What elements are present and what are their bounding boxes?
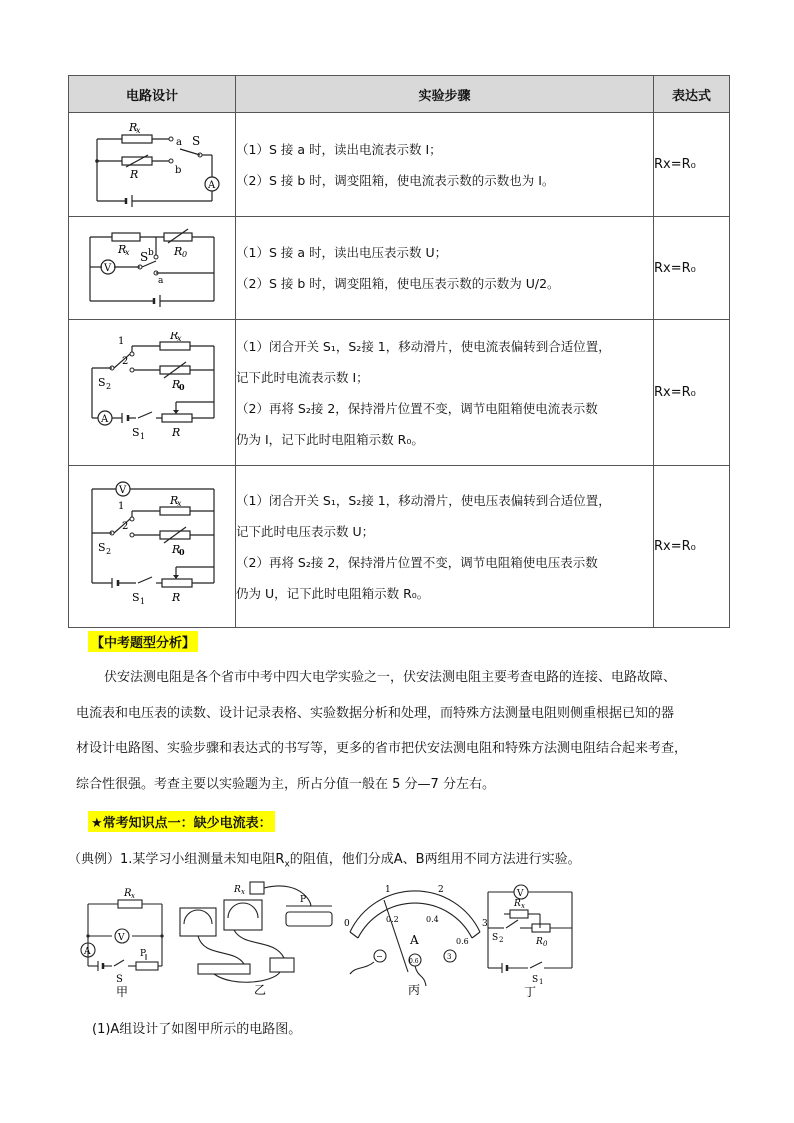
svg-text:S: S	[98, 540, 106, 554]
svg-text:1: 1	[118, 500, 125, 512]
svg-text:2: 2	[106, 546, 112, 556]
svg-text:R: R	[118, 243, 127, 256]
svg-text:a: a	[158, 276, 164, 286]
expression-1: Rx=R₀	[654, 113, 730, 217]
svg-text:V: V	[517, 889, 524, 899]
svg-text:1: 1	[140, 431, 146, 441]
svg-text:x: x	[177, 333, 182, 343]
svg-text:P: P	[300, 895, 307, 905]
svg-text:2: 2	[499, 936, 504, 944]
circuit-3-svg	[72, 332, 232, 450]
steps-1: （1）S 接 a 时，读出电流表示数 I； （2）S 接 b 时，调变阻箱，使电流表示数的示数也为 I。	[236, 113, 654, 217]
svg-text:R: R	[172, 377, 181, 391]
svg-text:0: 0	[179, 546, 185, 557]
svg-text:1: 1	[140, 596, 146, 606]
knowledge-point-tag: ★常考知识点一：缺少电流表：	[88, 811, 275, 832]
svg-text:R: R	[234, 885, 241, 895]
circuit-diagram-3	[69, 320, 236, 466]
svg-text:0: 0	[344, 919, 350, 929]
steps-2: （1）S 接 a 时，读出电压表示数 U； （2）S 接 b 时，调变阻箱，使电压表示数的示数为 U/2。	[236, 217, 654, 320]
label-s: S	[192, 133, 201, 148]
svg-text:0.4: 0.4	[426, 915, 439, 924]
expression-4: Rx=R₀	[654, 466, 730, 628]
svg-text:R: R	[514, 899, 521, 909]
ammeter-icon: A	[101, 413, 109, 425]
figure-label-bing: 丙	[408, 983, 421, 997]
svg-text:P: P	[140, 949, 147, 959]
voltmeter-icon: V	[104, 263, 112, 274]
circuit-2-svg	[72, 221, 232, 311]
table-row	[69, 320, 730, 466]
ammeter-icon: A	[208, 179, 216, 191]
svg-text:R: R	[170, 331, 179, 342]
svg-text:S: S	[116, 974, 123, 985]
svg-text:0.6: 0.6	[409, 958, 419, 965]
svg-text:S: S	[532, 975, 539, 985]
svg-text:1: 1	[539, 978, 544, 986]
svg-text:2: 2	[122, 355, 129, 367]
expression-3: Rx=R₀	[654, 320, 730, 466]
circuit-diagram-2	[69, 217, 236, 320]
circuit-1-svg	[72, 115, 232, 211]
svg-text:1: 1	[385, 885, 391, 895]
section-tag: 【中考题型分析】	[88, 631, 198, 652]
svg-text:x: x	[521, 902, 525, 910]
method-table	[68, 75, 730, 628]
svg-text:1: 1	[118, 335, 125, 347]
question-1: (1)A组设计了如图甲所示的电路图。	[92, 1022, 302, 1037]
svg-text:0: 0	[179, 381, 185, 392]
analysis-paragraph: 伏安法测电阻是各个省市中考中四大电学实验之一，伏安法测电阻主要考查电路的连接、电路故障、 电流表和电压表的读数、设计记录表格、实验数据分析和处理，而特殊方法测量电阻则侧重根据已知的器 材设计电路图、实验步骤和表达式的书写等，更多的省市把伏安法测电阻和特殊方法测电阻结合起来考查， 综合性很强。考查主要以实验题为主，所占分值一般在 5 分—7 分左右。	[76, 670, 688, 792]
header-expression: 表达式	[654, 76, 730, 113]
svg-text:x: x	[125, 248, 130, 257]
svg-text:x: x	[136, 125, 141, 135]
svg-text:R: R	[170, 493, 179, 507]
svg-text:2: 2	[438, 885, 444, 895]
svg-text:R: R	[172, 542, 181, 556]
header-steps: 实验步骤	[236, 76, 654, 113]
svg-text:0: 0	[543, 940, 548, 948]
svg-text:R: R	[124, 888, 132, 899]
svg-text:S: S	[492, 933, 499, 943]
circuit-diagram-4	[69, 466, 236, 628]
header-circuit: 电路设计	[69, 76, 236, 113]
steps-4: （1）闭合开关 S₁，S₂接 1，移动滑片，使电压表偏转到合适位置， 记下此时电压表示数 U； （2）再将 S₂接 2，保持滑片位置不变，调节电阻箱使电压表示数 仍为 U，记下此时电阻箱示数 R₀。	[236, 466, 654, 628]
svg-text:0.6: 0.6	[456, 937, 469, 946]
example-figures	[74, 878, 594, 1000]
svg-text:R: R	[172, 425, 181, 439]
svg-text:R: R	[536, 937, 543, 947]
svg-text:S: S	[132, 590, 140, 604]
svg-text:2: 2	[122, 520, 129, 532]
voltmeter-icon: V	[119, 484, 127, 496]
table-row	[69, 113, 730, 217]
svg-text:A: A	[84, 947, 91, 957]
svg-text:−: −	[376, 952, 383, 961]
svg-text:b: b	[175, 164, 182, 176]
svg-text:S: S	[98, 375, 106, 389]
figure-label-yi: 乙	[254, 983, 267, 997]
svg-text:x: x	[241, 888, 245, 896]
svg-text:0: 0	[182, 250, 188, 259]
svg-text:S: S	[132, 425, 140, 439]
example-question: （典例）1.某学习小组测量未知电阻$R_x$的阻值，他们分成A、B两组用不同方法进行实验。	[68, 852, 581, 870]
svg-text:0.2: 0.2	[386, 915, 399, 924]
table-row	[69, 466, 730, 628]
label-r: R	[130, 167, 139, 181]
figure-label-jia: 甲	[116, 985, 129, 999]
svg-text:A: A	[410, 933, 419, 947]
label-rx: R	[129, 120, 138, 134]
svg-text:R: R	[172, 590, 181, 604]
svg-text:V: V	[118, 933, 125, 943]
svg-text:b: b	[148, 248, 154, 258]
svg-text:S: S	[140, 250, 149, 264]
steps-3: （1）闭合开关 S₁，S₂接 1，移动滑片，使电流表偏转到合适位置， 记下此时电流表示数 I； （2）再将 S₂接 2，保持滑片位置不变，调节电阻箱使电流表示数 仍为 I，记下此时电阻箱示数 R₀。	[236, 320, 654, 466]
svg-text:x: x	[177, 498, 182, 508]
svg-text:R: R	[174, 245, 183, 258]
svg-text:3: 3	[447, 953, 452, 961]
table-row	[69, 217, 730, 320]
svg-text:x: x	[131, 892, 135, 900]
figure-label-ding: 丁	[524, 985, 537, 999]
svg-text:2: 2	[106, 381, 112, 391]
circuit-4-svg	[72, 475, 232, 615]
svg-text:3: 3	[482, 919, 488, 929]
expression-2: Rx=R₀	[654, 217, 730, 320]
svg-text:a: a	[176, 136, 182, 148]
circuit-diagram-1	[69, 113, 236, 217]
